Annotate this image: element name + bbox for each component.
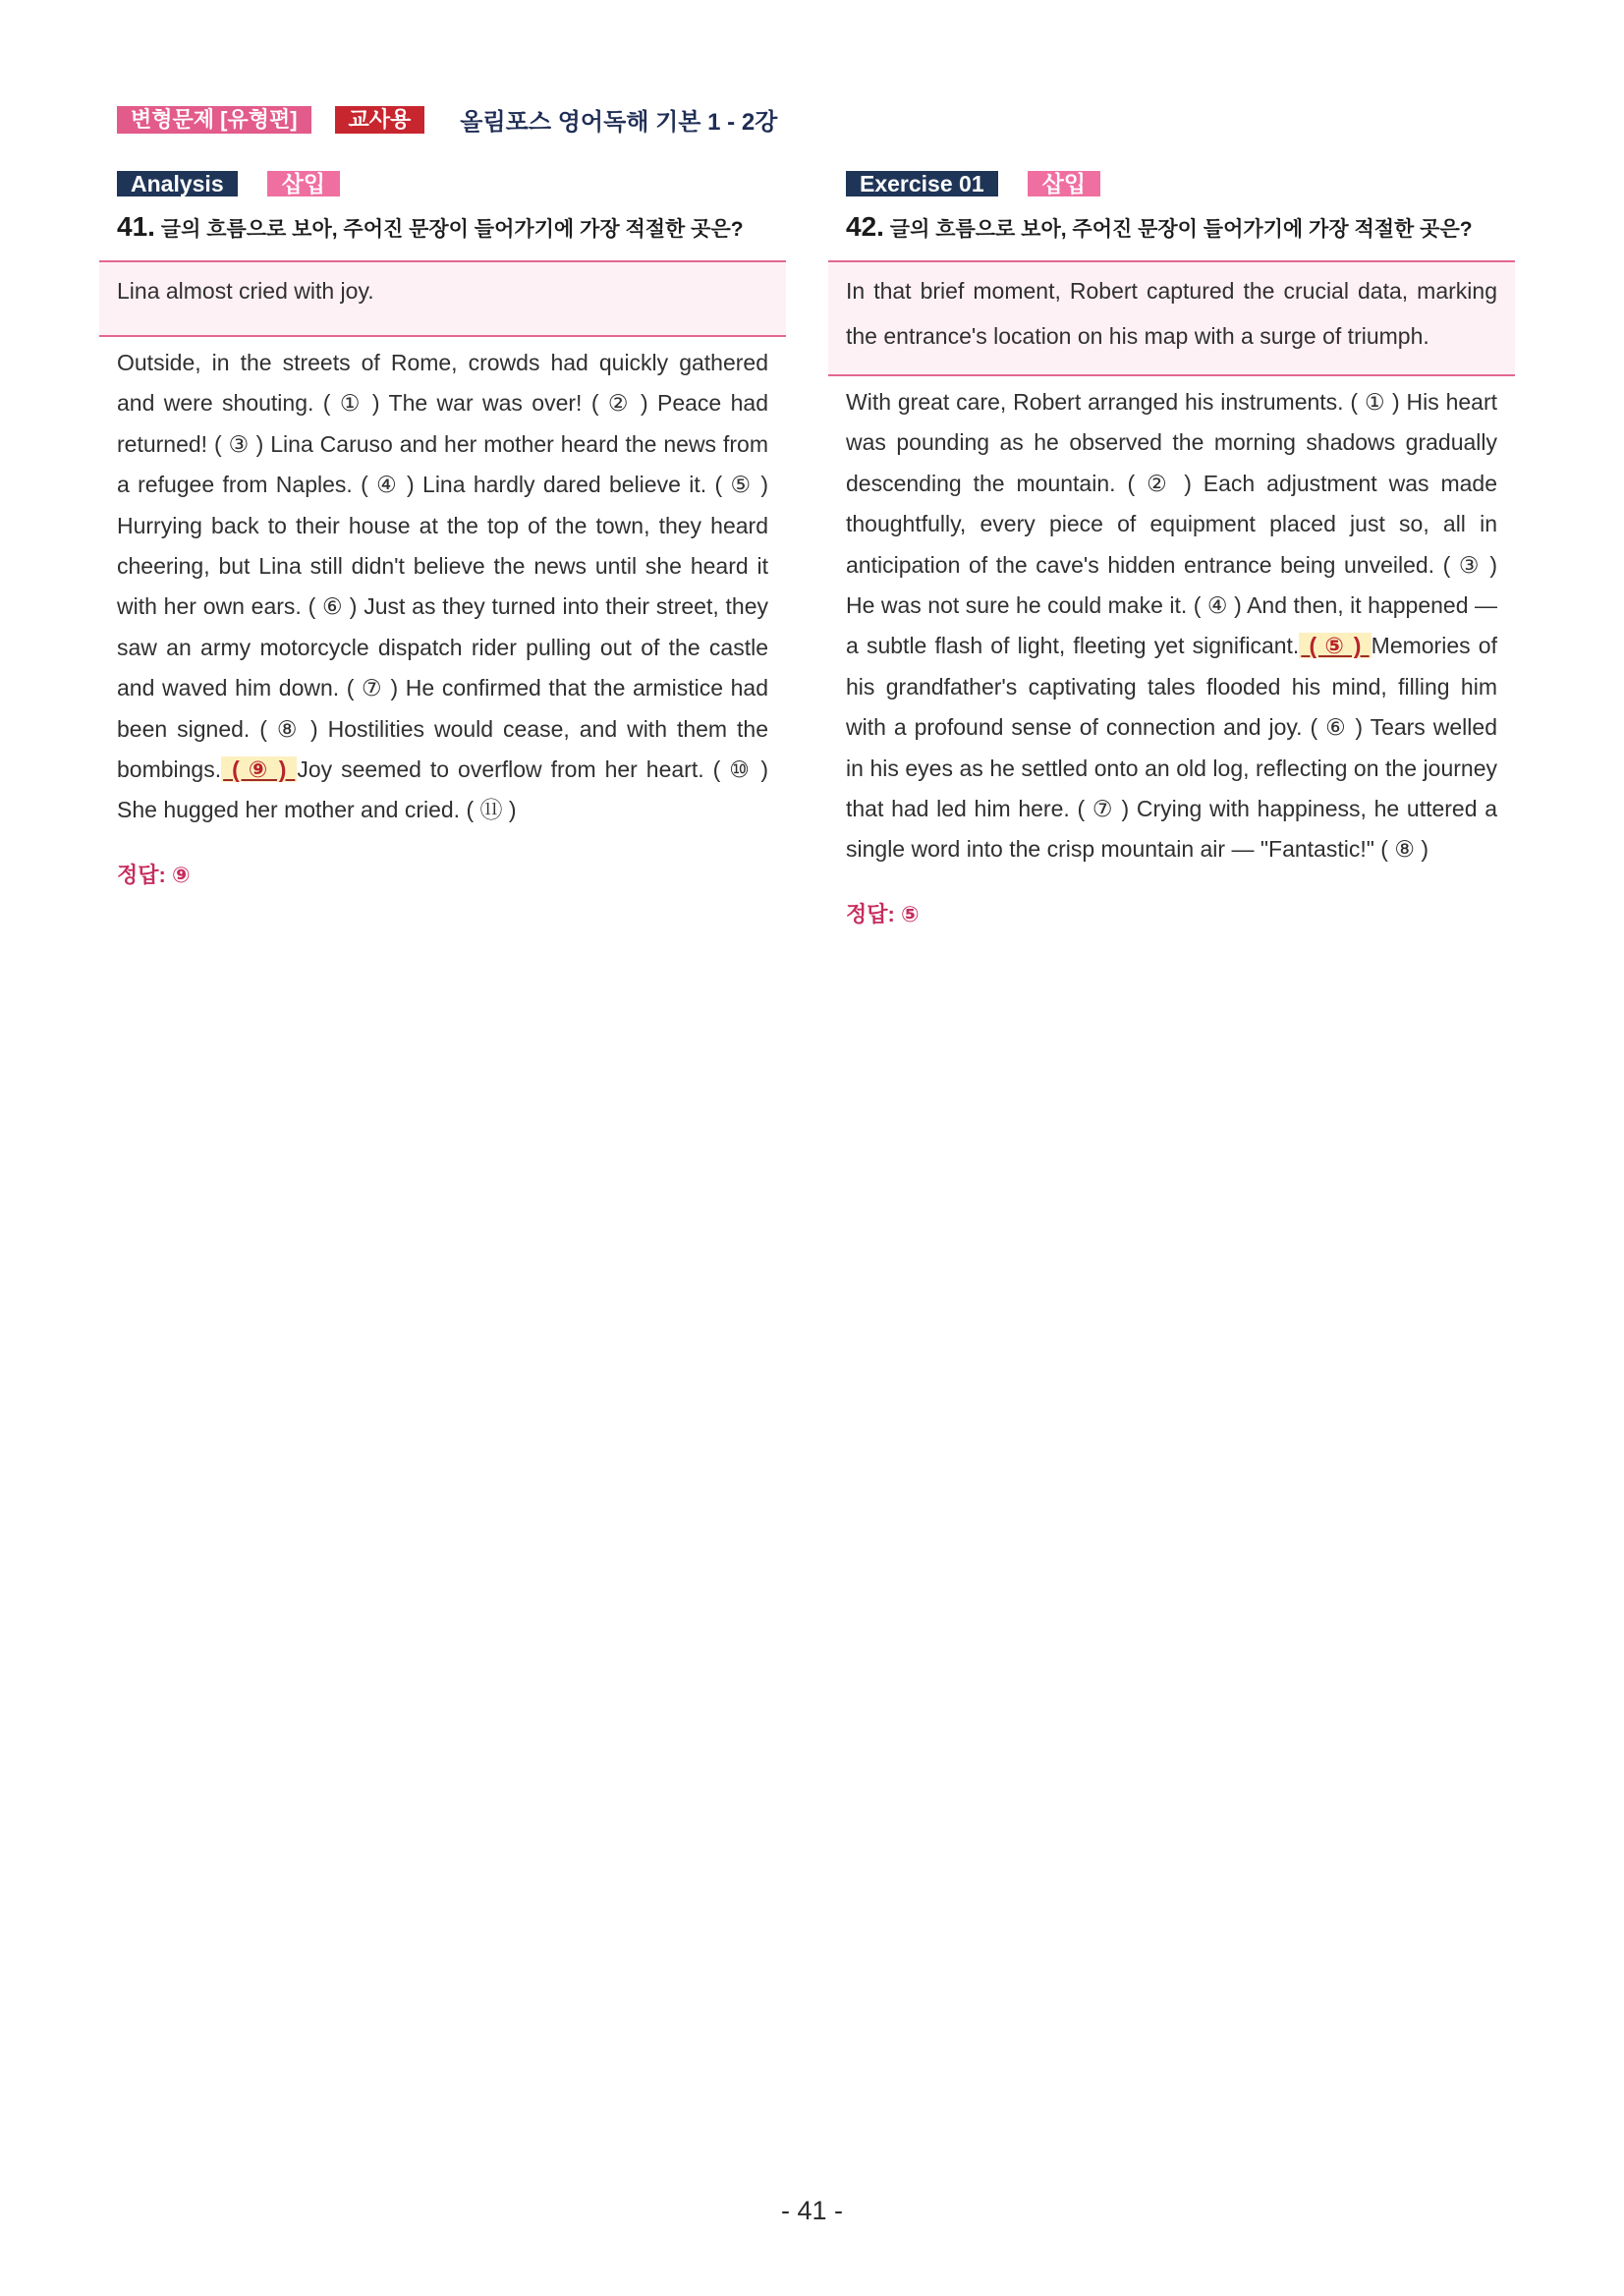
passage-sentence: Memories of his grandfather's captivating tales flooded his mind, filling him with a profound sense of connection and joy. xyxy=(846,633,1497,741)
answer-insertion-mark: ( ⑤ ) xyxy=(1301,633,1370,659)
insertion-mark: ( ③ ) xyxy=(1434,551,1498,578)
question-number: 42. xyxy=(846,211,884,242)
passage-sentence: His heart was pounding as he observed the morning shadows gradually descending the mountain. xyxy=(846,389,1497,496)
section-tags xyxy=(99,171,786,196)
insertion-mark: ( ③ ) xyxy=(207,430,271,457)
passage-sentence: Peace had returned! xyxy=(117,390,768,457)
insertion-mark: ( ② ) xyxy=(582,390,657,417)
insertion-mark: ( ⑤ ) xyxy=(706,472,769,498)
passage-sentence: Hostilities would cease, and with them the bombings. xyxy=(117,715,769,783)
insertion-mark: ( ① ) xyxy=(1343,389,1407,415)
question-text: 글의 흐름으로 보아, 주어진 문장이 들어가기에 가장 적절한 곳은? xyxy=(889,218,1473,241)
insertion-mark: ( ⑥ ) xyxy=(1302,714,1371,741)
insertion-mark: ( ⑧ ) xyxy=(250,715,328,742)
insertion-mark: ( ④ ) xyxy=(352,472,423,498)
passage-sentence: Lina Caruso and her mother heard the news from a refugee from Naples. xyxy=(117,430,768,498)
section-label: Analysis xyxy=(117,171,238,196)
passage-sentence: Crying with happiness, he uttered a single word into the crisp mountain air — "Fantastic!" xyxy=(846,796,1498,863)
passage-sentence: She hugged her mother and cried. xyxy=(117,797,461,823)
insertion-mark: ( ④ ) xyxy=(1187,592,1248,619)
answer-value: ⑤ xyxy=(900,901,920,926)
passage-sentence: Outside, in the streets of Rome, crowds had quickly gathered and were shouting. xyxy=(117,350,768,417)
answer-insertion-mark: ( ⑨ ) xyxy=(223,756,296,783)
section-label: Exercise 01 xyxy=(846,171,998,196)
question-number: 41. xyxy=(117,211,155,242)
teacher-tag: 교사용 xyxy=(335,106,425,134)
given-sentence: Lina almost cried with joy. xyxy=(99,260,786,337)
book-title: 올림포스 영어독해 기본 1 - 2강 xyxy=(460,109,778,136)
passage-sentence: Lina hardly dared believe it. xyxy=(422,472,707,498)
passage-sentence: Hurrying back to their house at the top of the town, they heard cheering, but Lina still didn't believe the news until she heard it with her own ears. xyxy=(117,512,768,620)
passage-sentence: Tears welled in his eyes as he settled onto an old log, reflecting on the journey that had led him here. xyxy=(846,714,1497,822)
insertion-mark: ( ⑪ ) xyxy=(460,797,517,823)
given-sentence: In that brief moment, Robert captured the crucial data, marking the entrance's location on his map with a surge of triumph. xyxy=(828,260,1515,376)
passage-sentence: And then, it happened — a subtle flash of light, fleeting yet significant. xyxy=(846,592,1497,659)
analysis-column xyxy=(99,171,786,889)
variant-tag: 변형문제 [유형편] xyxy=(117,106,311,134)
insertion-mark: ( ① ) xyxy=(313,390,389,417)
category-tag: 삽입 xyxy=(1028,171,1100,196)
answer-value: ⑨ xyxy=(171,862,191,887)
insertion-mark: ( ⑥ ) xyxy=(301,593,364,620)
exercise-column xyxy=(828,171,1515,928)
answer-label: 정답: xyxy=(846,901,895,926)
passage-sentence: The war was over! xyxy=(388,390,583,417)
category-tag: 삽입 xyxy=(267,171,340,196)
question-prompt xyxy=(99,208,765,249)
passage-sentence: Each adjustment was made thoughtfully, every piece of equipment placed just so, all in anticipation of the cave's hidden entrance being unveiled. xyxy=(846,470,1497,578)
passage-sentence: With great care, Robert arranged his instruments. xyxy=(846,389,1344,415)
insertion-mark: ( ⑩ ) xyxy=(703,756,769,783)
page-number: - 41 - xyxy=(780,2196,844,2225)
page-header xyxy=(117,102,777,137)
passage xyxy=(99,337,786,831)
insertion-mark: ( ⑦ ) xyxy=(339,675,406,701)
answer-line xyxy=(99,859,786,889)
question-prompt xyxy=(828,208,1494,249)
question-text: 글의 흐름으로 보아, 주어진 문장이 들어가기에 가장 적절한 곳은? xyxy=(160,218,744,241)
passage xyxy=(828,376,1515,870)
passage-sentence: Joy seemed to overflow from her heart. xyxy=(297,756,704,783)
section-tags xyxy=(828,171,1515,196)
passage-sentence: He confirmed that the armistice had been signed. xyxy=(117,675,768,742)
insertion-mark: ( ⑧ ) xyxy=(1373,836,1429,863)
insertion-mark: ( ② ) xyxy=(1115,470,1204,496)
answer-label: 정답: xyxy=(117,862,166,887)
insertion-mark: ( ⑦ ) xyxy=(1069,796,1137,822)
passage-sentence: He was not sure he could make it. xyxy=(846,592,1188,619)
answer-line xyxy=(828,898,1515,928)
passage-sentence: Just as they turned into their street, they saw an army motorcycle dispatch rider pulling out of the castle and waved him down. xyxy=(117,593,769,701)
